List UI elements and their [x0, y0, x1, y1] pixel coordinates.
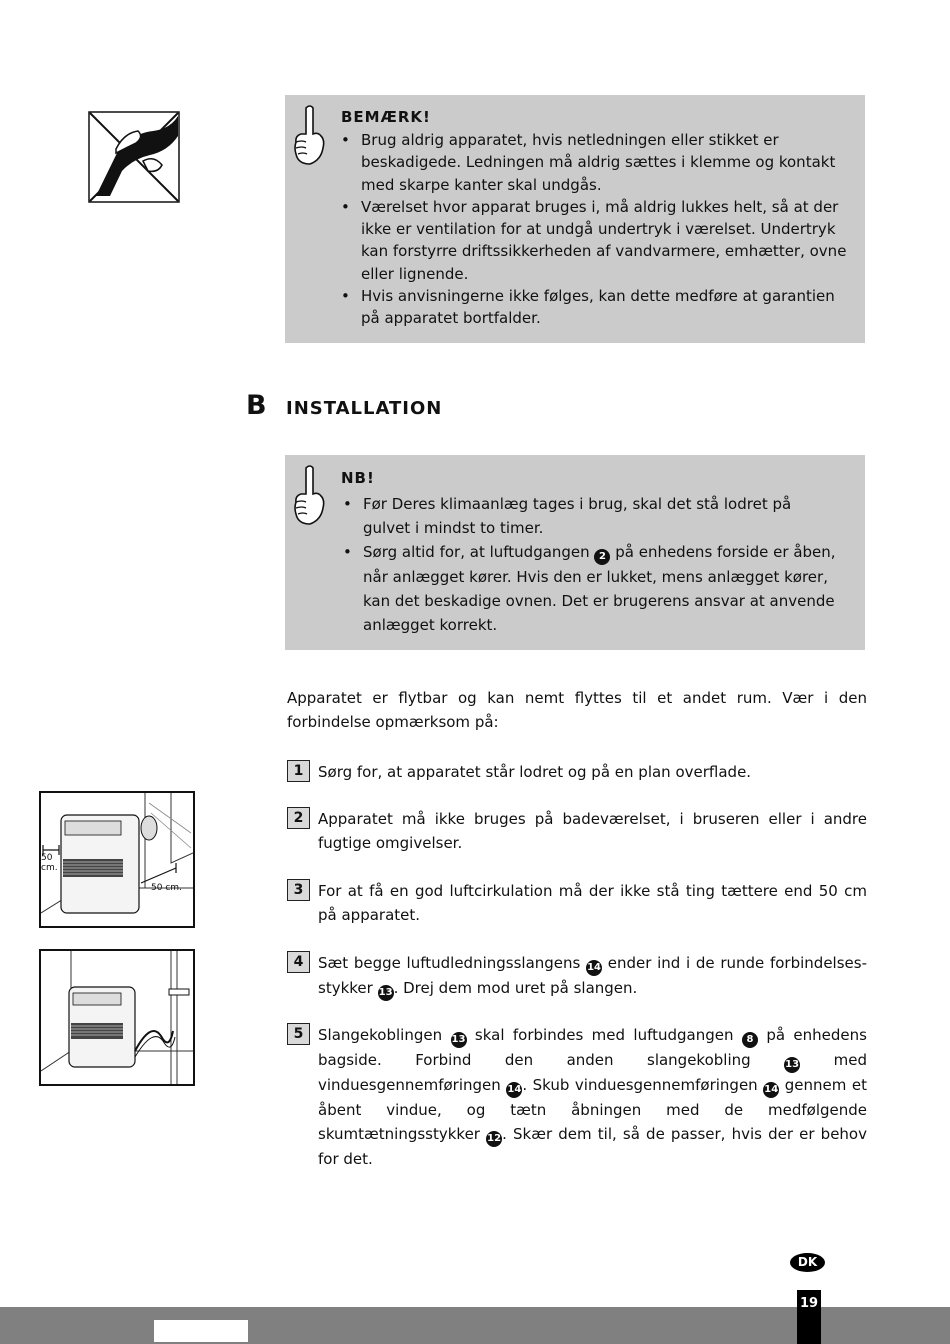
clearance-label-right: 50 cm.: [151, 883, 182, 893]
language-badge: DK: [790, 1253, 825, 1272]
section-title: INSTALLATION: [286, 398, 443, 419]
list-item: • Værelset hvor apparat bruges i, må aldrig lukkes helt, så at der ikke er ventilation for at undgå undertryk i værelset. Undertryk kan forstyrre driftssikkerheden af vandvarmere, emhætter, ovne eller lignende.: [341, 196, 856, 285]
page-number: 19: [797, 1290, 821, 1344]
component-ref-badge: 13: [378, 985, 394, 1001]
clearance-illustration: [39, 791, 195, 928]
step-text: Apparatet må ikke bruges på badeværelset, i bruseren eller i andre fugtige omgivelser.: [318, 810, 867, 852]
text-span: på enhedens bagside. Forbind den anden slangekobling: [318, 1026, 867, 1069]
step-number: 1: [287, 760, 310, 782]
note-bullet-list: [341, 129, 856, 330]
component-ref-badge: 2: [594, 549, 610, 565]
list-item: • Brug aldrig apparatet, hvis netledningen eller stikket er beskadigede. Ledningen må aldrig sættes i klemme og kontakt med skarpe kanter skal undgås.: [341, 129, 856, 196]
step-1: [287, 760, 867, 784]
text-span: på enhedens forside er åben, når anlægget kører. Hvis den er lukket, mens anlægget kører, kan det beskadige ovnen. Det er brugerens ansvar at anvende anlægget korrekt.: [363, 543, 836, 634]
list-item: [343, 540, 843, 637]
note-title: NB!: [341, 469, 375, 487]
text-span: skal forbindes med luftudgangen: [474, 1026, 734, 1044]
step-number: 3: [287, 879, 310, 901]
component-ref-badge: 14: [506, 1082, 522, 1098]
step-text: Sørg for, at apparatet står lodret og på en plan overflade.: [318, 763, 752, 781]
component-ref-badge: 13: [451, 1032, 467, 1048]
footer-white-box: [154, 1320, 248, 1342]
step-text: [318, 951, 867, 1001]
no-pinch-cord-illustration: [88, 111, 180, 203]
step-2: [287, 807, 867, 855]
hose-installation-illustration: [39, 949, 195, 1086]
air-conditioner-clearance-drawing: [41, 793, 193, 926]
step-3: [287, 879, 867, 927]
step-number: 4: [287, 951, 310, 973]
clearance-label-left: 50 cm.: [41, 853, 58, 873]
text-span: gennem et åbent vindue, og tætn åbningen med de medfølgende skumtætningsstykker: [318, 1076, 867, 1143]
pointing-hand-icon: [292, 464, 326, 526]
component-ref-badge: 14: [763, 1082, 779, 1098]
note-bullet-list: [343, 492, 843, 637]
text-span: Sørg altid for, at luftudgangen: [363, 543, 590, 561]
component-ref-badge: 13: [784, 1057, 800, 1073]
pointing-hand-icon: [292, 104, 326, 166]
text-span: ender ind i de runde forbindelses-stykker: [318, 954, 867, 997]
step-number: 2: [287, 807, 310, 829]
note-title: BEMÆRK!: [341, 108, 431, 126]
section-letter: B: [246, 390, 267, 421]
step-number: 5: [287, 1023, 310, 1045]
text-span: med vinduesgennemføringen: [318, 1051, 867, 1094]
step-text: For at få en god luftcirkulation må der ikke stå ting tættere end 50 cm på apparatet.: [318, 882, 867, 924]
step-text: [318, 1023, 867, 1171]
text-span: . Drej dem mod uret på slangen.: [393, 979, 638, 997]
text-span: . Skær dem til, så de passer, hvis der er behov for det.: [318, 1125, 867, 1168]
component-ref-badge: 14: [586, 960, 602, 976]
text-span: . Skub vinduesgennemføringen: [522, 1076, 758, 1094]
list-item: • Hvis anvisningerne ikke følges, kan dette medføre at garantien på apparatet bortfalder.: [341, 285, 856, 330]
intro-paragraph: Apparatet er flytbar og kan nemt flyttes til et andet rum. Vær i den forbindelse opmærksom på:: [287, 689, 867, 731]
text-span: Sæt begge luftudledningsslangens: [318, 954, 581, 972]
component-ref-badge: 8: [742, 1032, 758, 1048]
step-5: [287, 1023, 867, 1171]
text-span: Slangekoblingen: [318, 1026, 443, 1044]
component-ref-badge: 12: [486, 1131, 502, 1147]
air-conditioner-hose-drawing: [41, 951, 193, 1084]
list-item: • Før Deres klimaanlæg tages i brug, skal det stå lodret på gulvet i mindst to timer.: [343, 492, 843, 540]
step-4: [287, 951, 867, 1001]
